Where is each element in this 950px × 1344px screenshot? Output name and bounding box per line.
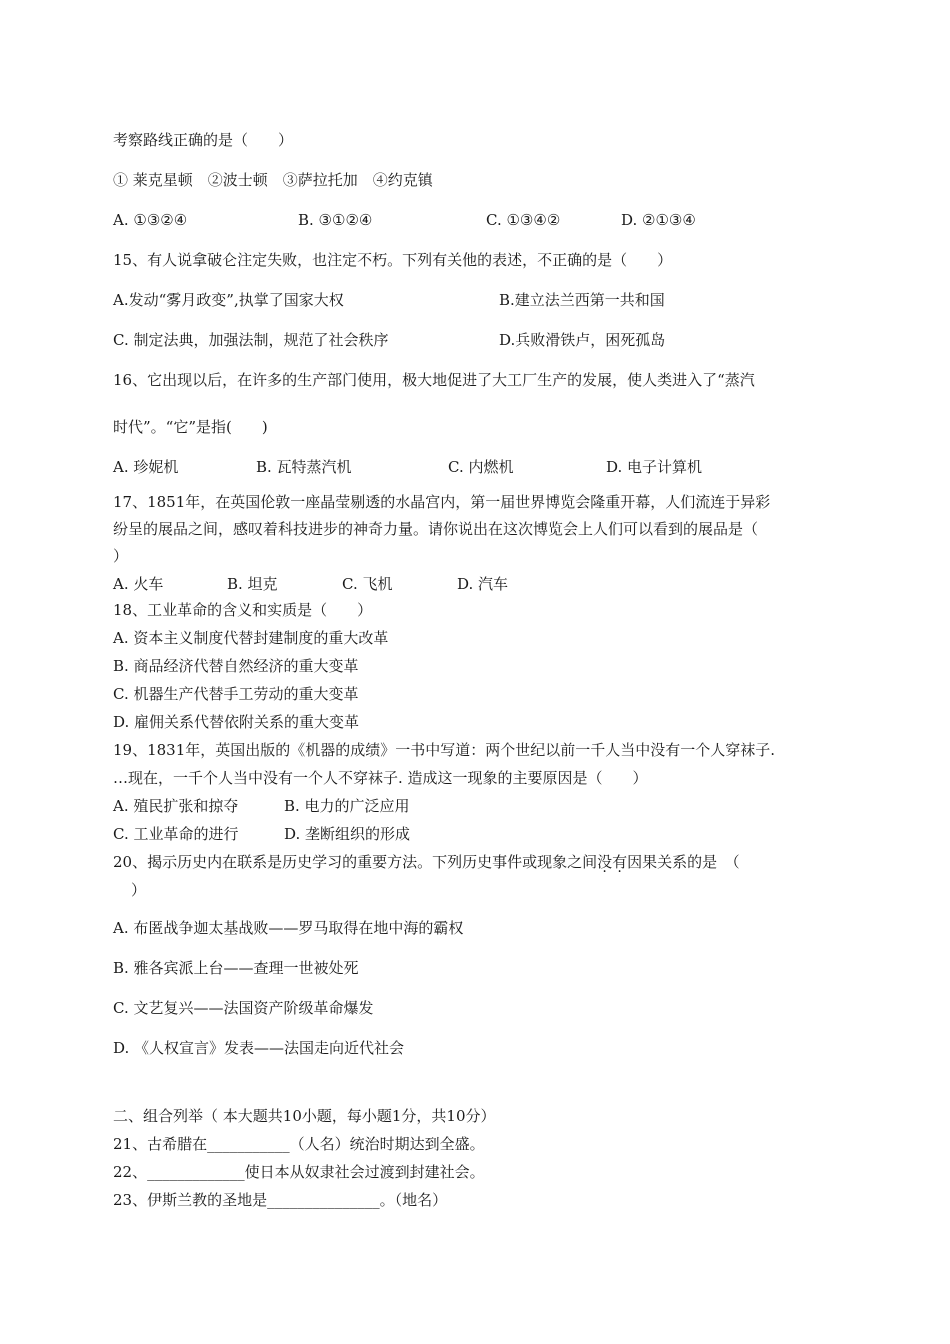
q14-option-a: A. ①③②④	[113, 211, 188, 229]
q20-emphasis-2: 有	[612, 853, 628, 871]
q14-places: ① 莱克星顿 ②波士顿 ③萨拉托加 ④约克镇	[113, 171, 433, 189]
q17-option-c: C. 飞机	[342, 575, 393, 593]
q20-stem	[113, 853, 740, 871]
q20-option-b: B. 雅各宾派上台——查理一世被处死	[113, 959, 359, 977]
q18-option-c: C. 机器生产代替手工劳动的重大变革	[113, 685, 359, 703]
q17-option-a: A. 火车	[113, 575, 164, 593]
q19-stem-line2: …现在，一千个人当中没有一个人不穿袜子. 造成这一现象的主要原因是（ ）	[113, 769, 648, 787]
q14-stem: 考察路线正确的是（ ）	[113, 131, 294, 149]
q20-option-a: A. 布匿战争迦太基战败——罗马取得在地中海的霸权	[113, 919, 464, 937]
q17-stem-line3: ）	[113, 547, 129, 565]
q14-option-b: B. ③①②④	[298, 211, 373, 229]
q16-option-a: A. 珍妮机	[113, 458, 179, 476]
q19-option-b: B. 电力的广泛应用	[284, 797, 410, 815]
q15-option-c: C. 制定法典，加强法制，规范了社会秩序	[113, 331, 389, 349]
q15-option-b: B.建立法兰西第一共和国	[499, 291, 665, 309]
q16-option-d: D. 电子计算机	[606, 458, 703, 476]
q20-option-c: C. 文艺复兴——法国资产阶级革命爆发	[113, 999, 374, 1017]
q16-stem-line2: 时代”。“它”是指( )	[113, 418, 268, 436]
q20-option-d: D. 《人权宣言》发表——法国走向近代社会	[113, 1039, 405, 1057]
q15-option-d: D.兵败滑铁卢，困死孤岛	[499, 331, 666, 349]
q17-stem-line2: 纷呈的展品之间，感叹着科技进步的神奇力量。请你说出在这次博览会上人们可以看到的展品是（	[113, 520, 759, 538]
q23-text: 23、伊斯兰教的圣地是_______________。（地名）	[113, 1191, 448, 1209]
q14-option-d: D. ②①③④	[621, 211, 696, 229]
q19-option-a: A. 殖民扩张和掠夺	[113, 797, 239, 815]
q14-option-c: C. ①③④②	[486, 211, 561, 229]
q19-option-c: C. 工业革命的进行	[113, 825, 239, 843]
q18-option-d: D. 雇佣关系代替依附关系的重大变革	[113, 713, 360, 731]
q15-stem: 15、有人说拿破仑注定失败，也注定不朽。下列有关他的表述，不正确的是（ ）	[113, 251, 673, 269]
q19-option-d: D. 垄断组织的形成	[284, 825, 411, 843]
q16-option-b: B. 瓦特蒸汽机	[256, 458, 352, 476]
section2-heading: 二、组合列举（ 本大题共10小题，每小题1分，共10分）	[113, 1107, 496, 1125]
q16-stem-line1: 16、它出现以后，在许多的生产部门使用，极大地促进了大工厂生产的发展，使人类进入了“蒸汽	[113, 371, 755, 389]
q20-stem-post: 因果关系的是 （	[627, 853, 740, 871]
q18-stem: 18、工业革命的含义和实质是（ ）	[113, 601, 373, 619]
q20-emphasis-1: 没	[597, 853, 613, 871]
q20-stem-line2: ）	[131, 881, 147, 899]
q16-option-c: C. 内燃机	[448, 458, 514, 476]
q18-option-b: B. 商品经济代替自然经济的重大变革	[113, 657, 359, 675]
q20-stem-pre: 20、揭示历史内在联系是历史学习的重要方法。下列历史事件或现象之间	[113, 853, 598, 871]
q22-text: 22、_____________使日本从奴隶社会过渡到封建社会。	[113, 1163, 485, 1181]
q17-option-d: D. 汽车	[457, 575, 509, 593]
q17-stem-line1: 17、1851年，在英国伦敦一座晶莹剔透的水晶宫内，第一届世界博览会隆重开幕，人们流连于异彩	[113, 493, 771, 511]
q21-text: 21、古希腊在___________（人名）统治时期达到全盛。	[113, 1135, 485, 1153]
q19-stem-line1: 19、1831年，英国出版的《机器的成绩》一书中写道：两个世纪以前一千人当中没有一个人穿袜子.	[113, 741, 776, 759]
q17-option-b: B. 坦克	[227, 575, 278, 593]
q15-option-a: A.发动“雾月政变”,执掌了国家大权	[113, 291, 344, 309]
q18-option-a: A. 资本主义制度代替封建制度的重大改革	[113, 629, 389, 647]
